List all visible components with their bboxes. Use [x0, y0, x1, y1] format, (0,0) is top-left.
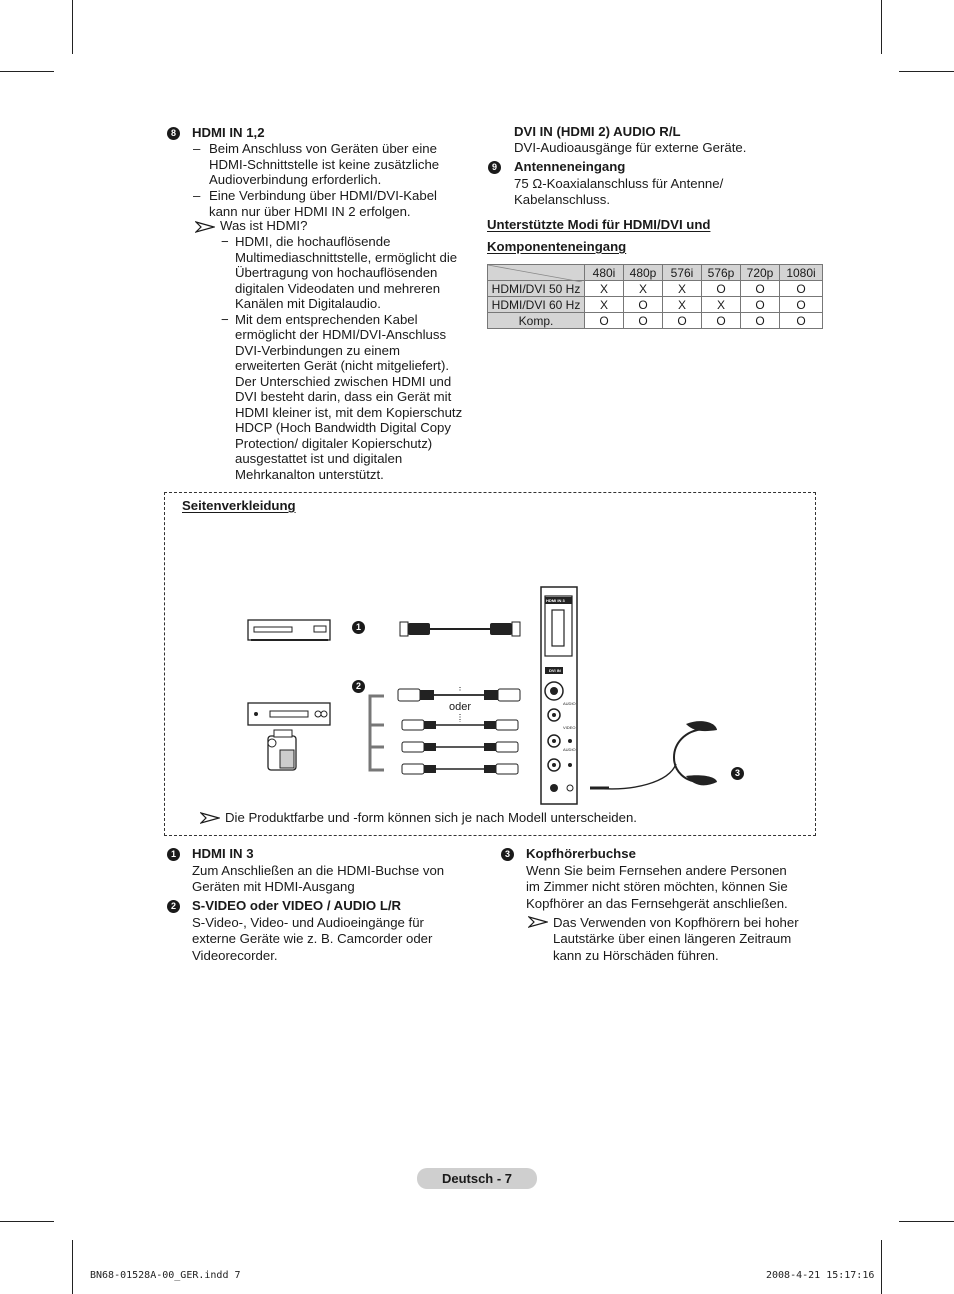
dvi-audio-text: DVI-Audioausgänge für externe Geräte. [514, 140, 747, 155]
bullet-2-line: Eine Verbindung über HDMI/DVI-Kabel [209, 188, 437, 203]
table-cell: X [624, 281, 663, 297]
sub-1-line: HDMI, die hochauflösende [235, 234, 391, 249]
headphones-icon [590, 721, 717, 789]
video-port-label: VIDEO [563, 725, 576, 730]
item-9-title: Antenneneingang [514, 159, 626, 174]
sub-2-line: HDCP (Hoch Bandwidth Digital Copy [235, 420, 451, 435]
note-arrow-icon [195, 221, 215, 233]
column-header: 720p [741, 265, 780, 281]
note-arrow-icon [528, 916, 548, 928]
column-header: 576i [663, 265, 702, 281]
audio-port-label: AUDIO [563, 701, 576, 706]
table-cell: O [741, 297, 780, 313]
table-corner-cell [488, 265, 585, 281]
file-slug: BN68-01528A-00_GER.indd 7 [90, 1270, 241, 1281]
diagonal-divider [488, 265, 582, 282]
crop-mark [899, 1221, 954, 1222]
column-header: 1080i [780, 265, 823, 281]
table-cell: O [702, 313, 741, 329]
oder-label: oder [449, 701, 472, 713]
sub-2-line: Mehrkanalton unterstützt. [235, 466, 384, 482]
vcr-icon [248, 703, 330, 725]
dvi-audio-title: DVI IN (HDMI 2) AUDIO R/L [514, 124, 681, 139]
sub-2-line: DVI-Verbindungen zu einem [235, 342, 400, 358]
table-cell: O [624, 313, 663, 329]
item-1-number: 1 [167, 848, 180, 861]
sub-2-line: HDMI kleiner ist, mit dem Kopierschutz [235, 404, 463, 420]
bullet-2-line: kann nur über HDMI IN 2 erfolgen. [209, 203, 411, 219]
item-2-title: S-VIDEO oder VIDEO / AUDIO L/R [192, 898, 402, 913]
table-cell: O [741, 281, 780, 297]
rca-cable-icon [402, 764, 518, 774]
table-cell: O [624, 297, 663, 313]
dvi-port-label: DVI IN [549, 668, 561, 673]
sub-1-line: digitalen Videodaten und mehreren [235, 280, 441, 296]
bullet-1-line: HDMI-Schnittstelle ist keine zusätzliche [209, 156, 440, 172]
tv-side-panel [541, 587, 577, 804]
table-cell: X [663, 281, 702, 297]
sub-1-line: Multimediaschnittstelle, ermöglicht die [235, 249, 458, 265]
item-9-line: 75 Ω-Koaxialanschluss für Antenne/ [514, 176, 724, 191]
table-cell: X [702, 297, 741, 313]
diagram-title: Seitenverkleidung [182, 498, 296, 513]
sub-2-line: Protection/ digitaler Kopierschutz) [235, 435, 433, 451]
callout-2: 2 [352, 680, 365, 693]
table-cell: O [780, 297, 823, 313]
column-header: 480p [624, 265, 663, 281]
crop-mark [0, 1221, 54, 1222]
item-3-line: im Zimmer nicht stören möchten, können Sie [526, 879, 788, 894]
crop-mark [0, 71, 54, 72]
hdmi-port-label: HDMI IN 3 [546, 598, 565, 603]
bullet-1-line: Beim Anschluss von Geräten über eine [209, 141, 437, 156]
rca-cable-icon [402, 742, 518, 752]
table-cell: O [663, 313, 702, 329]
item-2-line: Videorecorder. [192, 947, 278, 963]
hdmi-cable-icon [400, 622, 520, 636]
audio-port-label: AUDIO [563, 747, 576, 752]
svideo-cable-icon [398, 689, 520, 701]
table-cell: O [741, 313, 780, 329]
table-cell: O [780, 281, 823, 297]
callout-1: 1 [352, 621, 365, 634]
table-row [488, 297, 823, 313]
item-3-note-line: Das Verwenden von Kopfhörern bei hoher [553, 914, 799, 930]
sub-2-line: ermöglicht der HDMI/DVI-Anschluss [235, 327, 447, 342]
column-header: 480i [585, 265, 624, 281]
column-header: 576p [702, 265, 741, 281]
row-label: Komp. [488, 313, 585, 329]
item-1-title: HDMI IN 3 [192, 846, 254, 861]
crop-mark [881, 0, 882, 54]
sub-2-line: erweiterten Gerät (nicht mitgeliefert). [235, 358, 450, 373]
sub-1-line: Übertragung von hochauflösenden [235, 265, 438, 280]
bullet-1-line: Audioverbindung erforderlich. [209, 172, 382, 187]
table-row [488, 313, 823, 329]
dash: − [221, 311, 229, 327]
crop-mark [72, 1240, 73, 1294]
crop-mark [899, 71, 954, 72]
crop-mark [72, 0, 73, 54]
camcorder-icon [268, 730, 296, 770]
table-cell: X [663, 297, 702, 313]
item-9-line: Kabelanschluss. [514, 192, 611, 207]
sub-1-line: Kanälen mit Digitalaudio. [235, 296, 381, 311]
item-3-number: 3 [501, 848, 514, 861]
item-8-title: HDMI IN 1,2 [192, 125, 265, 140]
table-row [488, 281, 823, 297]
item-1-line: Zum Anschließen an die HDMI-Buchse von [192, 862, 445, 878]
callout-3: 3 [731, 767, 744, 780]
item-3-line: Kopfhörer an das Fernsehgerät anschließen. [526, 895, 788, 911]
diagram-note: Die Produktfarbe und -form können sich je nach Modell unterscheiden. [225, 810, 637, 825]
dvd-player-icon [248, 620, 330, 640]
crop-mark [881, 1240, 882, 1294]
sub-2-line: ausgestattet ist und digitalen [235, 451, 403, 466]
connection-illustration [164, 492, 816, 836]
dash: – [193, 141, 201, 156]
table-cell: O [702, 281, 741, 297]
table-cell: O [780, 313, 823, 329]
date-slug: 2008-4-21 15:17:16 [766, 1270, 875, 1281]
item-3-title: Kopfhörerbuchse [526, 846, 636, 861]
dash: − [221, 234, 229, 249]
table-cell: O [585, 313, 624, 329]
modes-heading: Unterstützte Modi für HDMI/DVI und [487, 217, 711, 232]
modes-table [487, 264, 823, 329]
note-text: Was ist HDMI? [220, 218, 308, 233]
sub-2-line: DVI besteht darin, dass ein Gerät mit [235, 389, 452, 404]
item-2-line: S-Video-, Video- und Audioeingänge für [192, 914, 424, 930]
item-1-line: Geräten mit HDMI-Ausgang [192, 879, 355, 894]
item-9-number: 9 [488, 161, 501, 174]
row-label: HDMI/DVI 60 Hz [488, 297, 585, 313]
item-2-line: externe Geräte wie z. B. Camcorder oder [192, 931, 433, 946]
note-arrow-icon [200, 812, 220, 824]
item-8-number: 8 [167, 127, 180, 140]
dash: – [193, 188, 201, 203]
item-3-note-line: kann zu Hörschäden führen. [553, 947, 719, 963]
item-2-number: 2 [167, 900, 180, 913]
table-cell: X [585, 281, 624, 297]
item-3-note-line: Lautstärke über einen längeren Zeitraum [553, 931, 792, 946]
page-number-badge: Deutsch - 7 [417, 1168, 537, 1189]
sub-2-line: Mit dem entsprechenden Kabel [235, 311, 418, 327]
row-label: HDMI/DVI 50 Hz [488, 281, 585, 297]
table-header-row [488, 265, 823, 281]
table-cell: X [585, 297, 624, 313]
modes-heading: Komponenteneingang [487, 239, 627, 254]
sub-2-line: Der Unterschied zwischen HDMI und [235, 373, 452, 389]
item-3-line: Wenn Sie beim Fernsehen andere Personen [526, 862, 787, 878]
